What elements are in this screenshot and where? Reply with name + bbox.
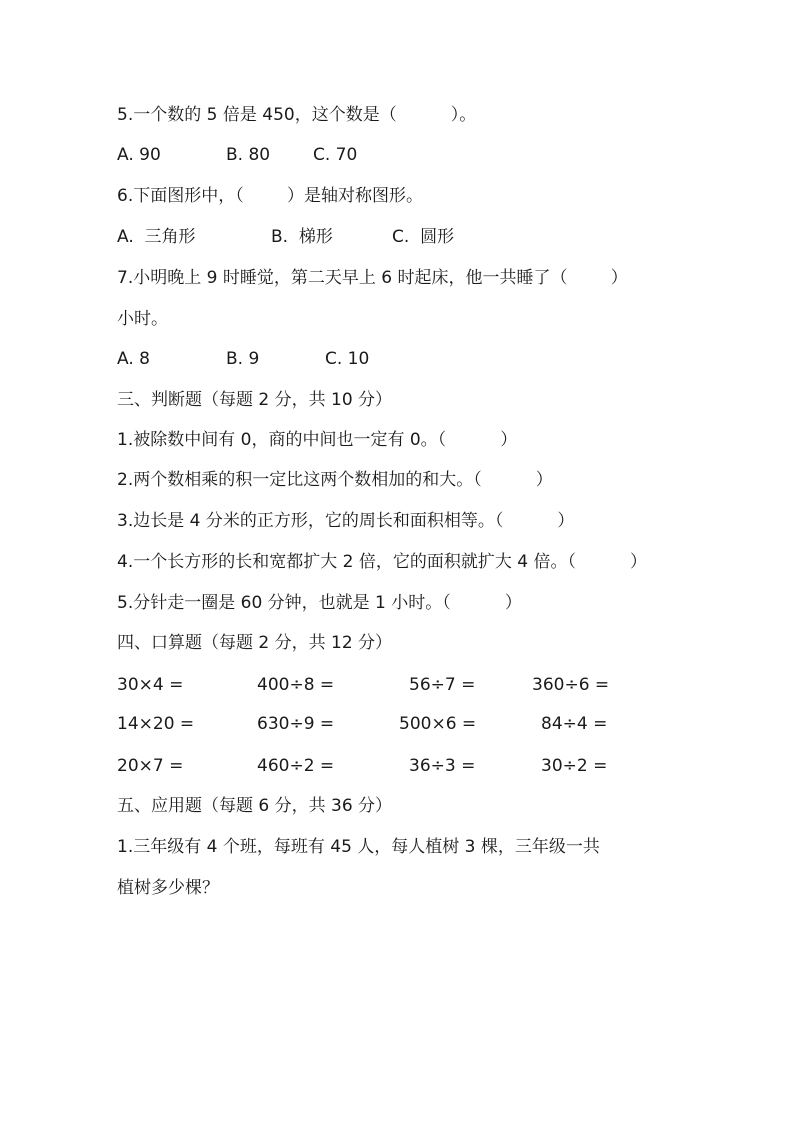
section-judge-heading: 三、判断题（每题 2 分，共 10 分）: [117, 390, 393, 410]
question-6: 6.下面图形中，（ ）是轴对称图形。: [117, 186, 423, 206]
judge-item-5: 5.分针走一圈是 60 分钟，也就是 1 小时。（ ）: [117, 593, 522, 613]
calc-item: 460÷2 =: [257, 756, 335, 776]
question-5: 5.一个数的 5 倍是 450，这个数是（ ）。: [117, 105, 477, 125]
application-q1-line2: 植树多少棵？: [117, 878, 219, 898]
judge-item-1: 1.被除数中间有 0，商的中间也一定有 0。（ ）: [117, 430, 518, 450]
q6-option-b: B. 梯形: [271, 227, 333, 247]
q7-option-c: C. 10: [325, 349, 370, 369]
calc-item: 14×20 =: [117, 714, 195, 734]
q7-option-a: A. 8: [117, 349, 150, 369]
judge-item-2: 2.两个数相乘的积一定比这两个数相加的和大。（ ）: [117, 470, 553, 490]
calc-item: 30×4 =: [117, 675, 184, 695]
judge-item-3: 3.边长是 4 分米的正方形，它的周长和面积相等。（ ）: [117, 511, 575, 531]
calc-item: 630÷9 =: [257, 714, 335, 734]
calc-item: 36÷3 =: [409, 756, 476, 776]
question-7: 7.小明晚上 9 时睡觉，第二天早上 6 时起床，他一共睡了（ ）: [117, 268, 628, 288]
q6-option-c: C. 圆形: [392, 227, 455, 247]
q7-option-b: B. 9: [226, 349, 260, 369]
calc-item: 400÷8 =: [257, 675, 335, 695]
q5-option-a: A. 90: [117, 145, 161, 165]
calc-item: 30÷2 =: [541, 756, 608, 776]
q5-option-c: C. 70: [313, 145, 358, 165]
calc-item: 20×7 =: [117, 756, 184, 776]
calc-item: 360÷6 =: [532, 675, 610, 695]
calc-item: 56÷7 =: [409, 675, 476, 695]
calc-item: 84÷4 =: [541, 714, 608, 734]
application-q1-line1: 1.三年级有 4 个班，每班有 45 人，每人植树 3 棵，三年级一共: [117, 837, 600, 857]
q6-option-a: A. 三角形: [117, 227, 196, 247]
section-application-heading: 五、应用题（每题 6 分，共 36 分）: [117, 796, 393, 816]
judge-item-4: 4.一个长方形的长和宽都扩大 2 倍，它的面积就扩大 4 倍。（ ）: [117, 552, 648, 572]
q5-option-b: B. 80: [226, 145, 271, 165]
question-7-continued: 小时。: [117, 309, 168, 329]
section-oral-heading: 四、口算题（每题 2 分，共 12 分）: [117, 633, 393, 653]
calc-item: 500×6 =: [399, 714, 477, 734]
